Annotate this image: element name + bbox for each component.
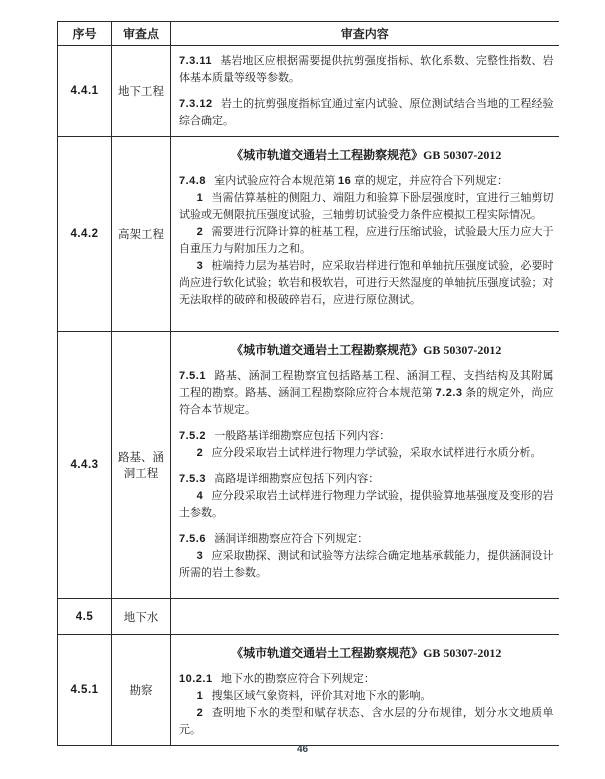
clause-number: 7.3.11 [179,55,212,67]
review-content-cell [171,332,559,599]
standard-heading: 《城市轨道交通岩土工程勘察规范》GB 50307-2012 [231,646,502,660]
clause-item-paragraph: 1 搜集区域气象资料，评价其对地下水的影响。 [196,690,432,702]
review-point-cell: 地下水 [112,599,171,635]
standard-heading: 《城市轨道交通岩土工程勘察规范》GB 50307-2012 [231,343,502,357]
clause-number: 7.5.3 [179,473,206,485]
table-row [58,599,559,635]
clause-section-paragraph: 7.3.12 岩土的抗剪强度指标宜通过室内试验、原位测试结合当地的工程经验综合确定。 [179,98,554,127]
review-content-cell [171,635,559,746]
clause-number: 10.2.1 [179,673,213,685]
review-point-cell: 地下工程 [112,46,171,137]
clause-number: 2 [196,707,204,719]
clause-number: 3 [196,550,204,562]
row-number-cell: 4.4.1 [58,46,112,137]
clause-item-paragraph: 2 需要进行沉降计算的桩基工程，应进行压缩试验，试验最大压力应大于自重压力与附加压力之和。 [179,226,554,255]
review-content-cell [171,599,559,635]
clause-number: 7.5.6 [179,533,206,545]
clause-item-paragraph: 2 查明地下水的类型和赋存状态、含水层的分布规律，划分水文地质单元。 [179,707,554,736]
clause-number: 3 [196,260,204,272]
clause-item-paragraph: 2 应分段采取岩土试样进行物理力学试验，采取水试样进行水质分析。 [196,447,542,459]
clause-section-paragraph: 7.5.6 涵洞详细勘察应符合下列规定： [179,533,369,545]
review-table [57,21,559,746]
table-row [58,137,559,332]
review-point-cell: 路基、涵洞工程 [112,332,171,599]
table-row [58,332,559,599]
header-serial-number: 序号 [58,22,112,46]
row-number-cell: 4.5.1 [58,635,112,746]
header-row [58,22,559,46]
review-point-cell: 高架工程 [112,137,171,332]
clause-section-paragraph: 7.4.8 室内试验应符合本规范第 16 章的规定，并应符合下列规定： [179,175,508,187]
row-number-cell: 4.4.2 [58,137,112,332]
clause-section-paragraph: 10.2.1 地下水的勘察应符合下列规定： [179,673,375,685]
inline-reference-number: 16 [337,175,352,187]
clause-number: 7.3.12 [179,98,213,110]
review-point-cell: 勘察 [112,635,171,746]
header-review-point: 审查点 [112,22,171,46]
clause-number: 7.5.2 [179,430,206,442]
clause-number: 4 [196,490,204,502]
clause-item-paragraph: 1 当需估算基桩的侧阻力、端阻力和验算下卧层强度时，宜进行三轴剪切试验或无侧限抗压强度试验，三轴剪切试验受力条件应模拟工程实际情况。 [179,192,554,221]
row-number-cell: 4.4.3 [58,332,112,599]
clause-number: 1 [196,192,204,204]
clause-number: 7.5.1 [179,370,206,382]
clause-number: 2 [196,447,204,459]
review-table-header [58,22,559,46]
table-row [58,46,559,137]
row-number-cell: 4.5 [58,599,112,635]
review-content-cell [171,46,559,137]
header-review-content: 审查内容 [171,22,559,46]
review-table-body [58,46,559,746]
clause-number: 7.4.8 [179,175,206,187]
clause-item-paragraph: 3 应采取勘探、测试和试验等方法综合确定地基承载能力，提供涵洞设计所需的岩土参数。 [179,550,554,579]
standard-heading: 《城市轨道交通岩土工程勘察规范》GB 50307-2012 [231,148,502,162]
review-content-cell [171,137,559,332]
inline-reference-number: 7.2.3 [435,387,463,399]
table-row [58,635,559,746]
clause-item-paragraph: 4 应分段采取岩土试样进行物理力学试验，提供验算地基强度及变形的岩土参数。 [179,490,554,519]
page-number: 46 [296,744,309,755]
clause-section-paragraph: 7.5.1 路基、涵洞工程勘察宜包括路基工程、涵洞工程、支挡结构及其附属工程的勘察。路基、涵洞工程勘察除应符合本规范第 7.2.3 条的规定外，尚应符合本节规定。 [179,370,554,416]
clause-section-paragraph: 7.5.3 高路堤详细勘察应包括下列内容： [179,473,380,485]
clause-section-paragraph: 7.3.11 基岩地区应根据需要提供抗剪强度指标、软化系数、完整性指数、岩体基本质量等级等参数。 [179,55,554,84]
clause-number: 1 [196,690,204,702]
clause-number: 2 [196,226,204,238]
clause-item-paragraph: 3 桩端持力层为基岩时，应采取岩样进行饱和单轴抗压强度试验，必要时尚应进行软化试验；软岩和极软岩，可进行天然湿度的单轴抗压强度试验；对无法取样的破碎和极破碎岩石，应进行原位测试。 [179,260,554,306]
clause-section-paragraph: 7.5.2 一般路基详细勘察应包括下列内容： [179,430,391,442]
